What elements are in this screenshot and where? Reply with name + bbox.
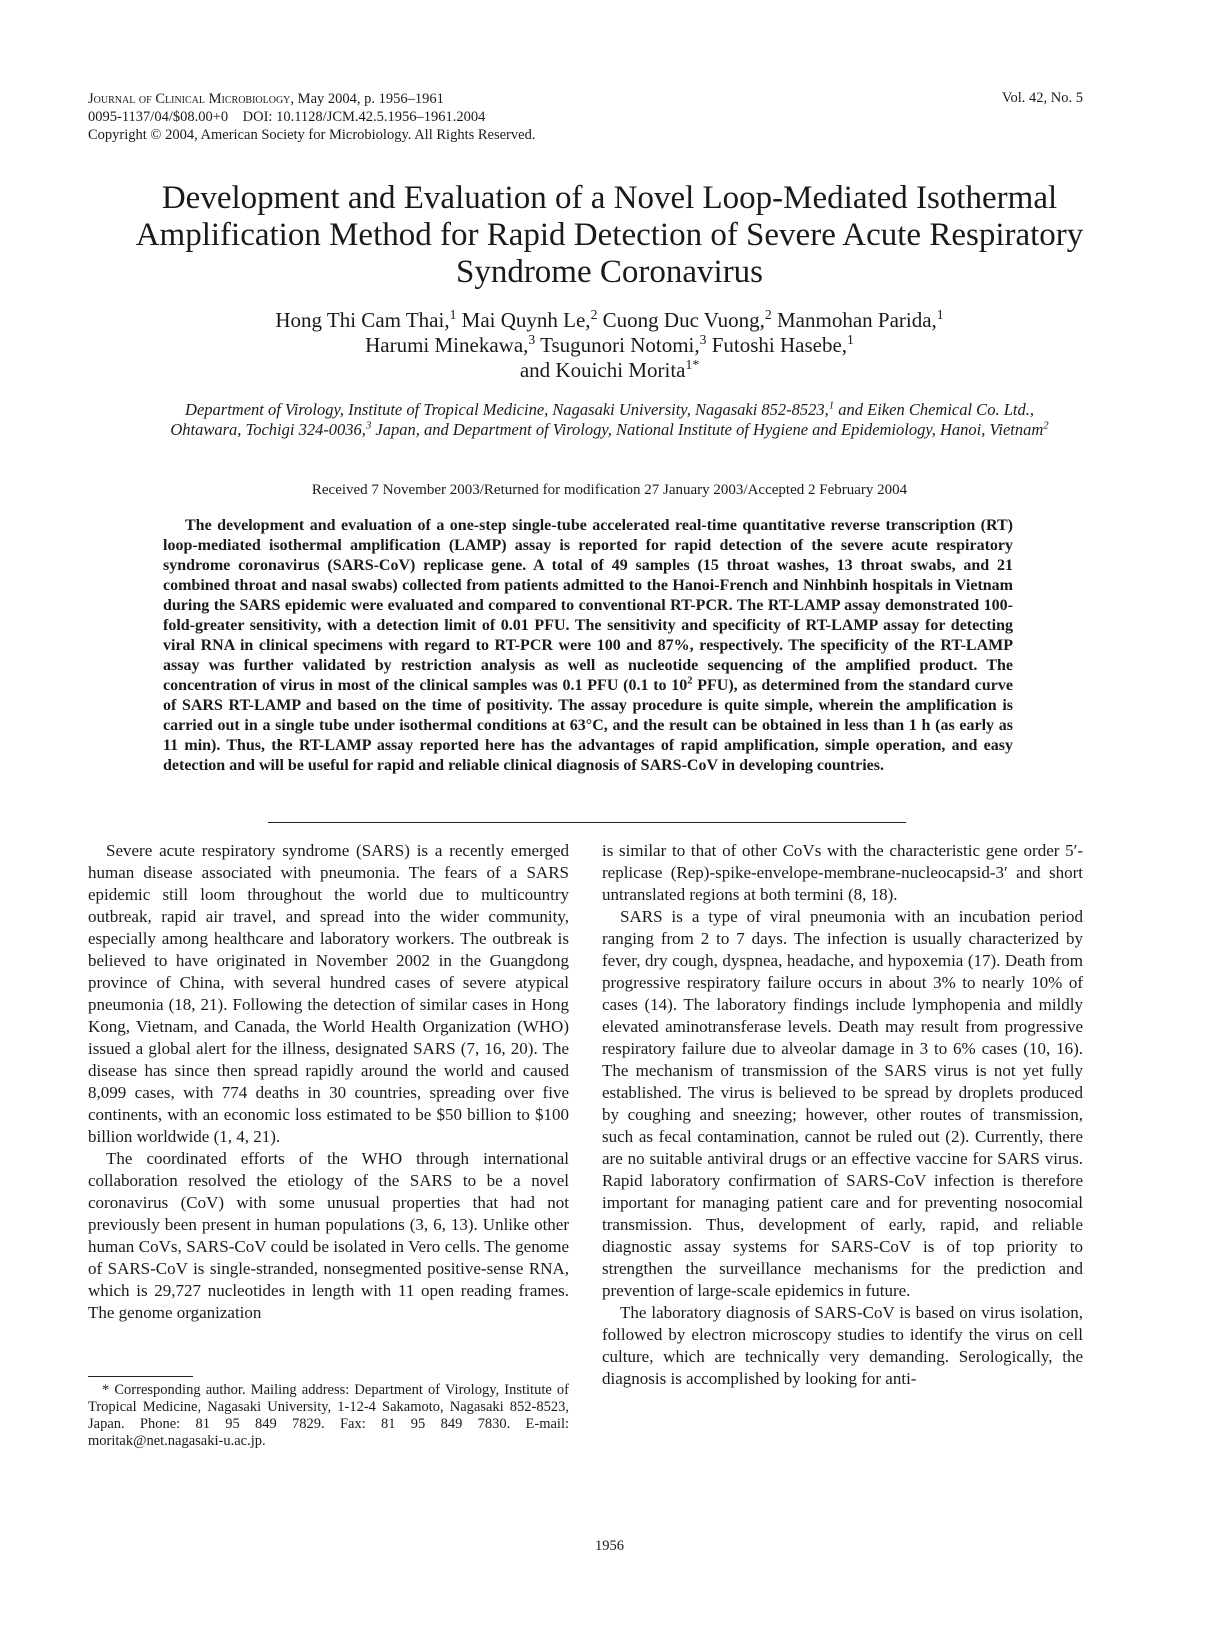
left-column <box>88 840 569 1324</box>
paper-title: Development and Evaluation of a Novel Loop-Mediated Isothermal Amplification Method for Rapid Detection of Severe Acute Respiratory Syndrome Coronavirus <box>135 180 1084 290</box>
author-list <box>120 308 1099 383</box>
right-column <box>602 840 1083 1390</box>
section-divider <box>268 822 906 823</box>
paragraph: Severe acute respiratory syndrome (SARS) is a recently emerged human disease associated with pneumonia. The fears of a SARS epidemic still loom throughout the world due to multicountry outbreak, rapid air travel, and spread into the wider community, especially among healthcare and laboratory workers. The outbreak is believed to have originated in November 2002 in the Guangdong province of China, with several hundred cases of severe atypical pneumonia (18, 21). Following the detection of similar cases in Hong Kong, Vietnam, and Canada, the World Health Organization (WHO) issued a global alert for the illness, designated SARS (7, 16, 20). The disease has since then spread rapidly around the world and caused 8,099 cases, with 774 deaths in 30 countries, spreading over five continents, with an economic loss estimated to be $50 billion to $100 billion worldwide (1, 4, 21). <box>88 841 569 1146</box>
page-number: 1956 <box>595 1538 624 1554</box>
paragraph: SARS is a type of viral pneumonia with an incubation period ranging from 2 to 7 days. The infection is usually characterized by fever, dry cough, dyspnea, headache, and hypoxemia (17). Death from progressive respiratory failure occurs in about 3% to nearly 10% of cases (14). The laboratory findings include lymphopenia and mildly elevated aminotransferase levels. Death may result from progressive respiratory failure due to alveolar damage in 3 to 6% cases (10, 16). The mechanism of transmission of the SARS virus is not yet fully established. The virus is believed to be spread by droplets produced by coughing and sneezing; however, other routes of transmission, such as fecal contamination, cannot be ruled out (2). Currently, there are no suitable antiviral drugs or an effective vaccine for SARS virus. Rapid laboratory confirmation of SARS-CoV infection is therefore important for managing patient care and for preventing nosocomial transmission. Thus, development of early, rapid, and reliable diagnostic assay systems for SARS-CoV is of top priority to strengthen the surveillance mechanisms for the prediction and prevention of large-scale epidemics in future. <box>602 907 1083 1300</box>
paragraph: The laboratory diagnosis of SARS-CoV is based on virus isolation, followed by electron microscopy studies to identify the virus on cell culture, which are technically very demanding. Serologically, the diagnosis is accomplished by looking for anti- <box>602 1303 1083 1388</box>
citation: , May 2004, p. 1956–1961 <box>290 91 444 107</box>
corresponding-author-footnote: * Corresponding author. Mailing address: Department of Virology, Institute of Tropical Medicine, Nagasaki University, 1-12-4 Sakamoto, Nagasaki 852-8523, Japan. Phone: 81 95 849 7829. Fax: 81 95 849 7830. E-mail: moritak@net.nagasaki-u.ac.jp. <box>88 1382 569 1449</box>
copyright: Copyright © 2004, American Society for Microbiology. All Rights Reserved. <box>88 127 536 143</box>
abstract: The development and evaluation of a one-step single-tube accelerated real-time quantitative reverse transcription (RT) loop-mediated isothermal amplification (LAMP) assay is reported for rapid detection of the severe acute respiratory syndrome coronavirus (SARS-CoV) replicase gene. A total of 49 samples (15 throat washes, 13 throat swabs, and 21 combined throat and nasal swabs) collected from patients admitted to the Hanoi-French and Ninhbinh hospitals in Vietnam during the SARS epidemic were evaluated and compared to conventional RT-PCR. The RT-LAMP assay demonstrated 100-fold-greater sensitivity, with a detection limit of 0.01 PFU. The sensitivity and specificity of RT-LAMP assay for detecting viral RNA in clinical specimens with regard to RT-PCR were 100 and 87%, respectively. The specificity of the RT-LAMP assay was further validated by restriction analysis as well as nucleotide sequencing of the amplified product. The concentration of virus in most of the clinical samples was 0.1 PFU (0.1 to $10^2$ PFU), as determined from the standard curve of SARS RT-LAMP and based on the time of positivity. The assay procedure is quite simple, wherein the amplification is carried out in a single tube under isothermal conditions at 63°C, and the result can be obtained in less than 1 h (as early as 11 min). Thus, the RT-LAMP assay reported here has the advantages of rapid amplification, simple operation, and easy detection and will be useful for rapid and reliable clinical diagnosis of SARS-CoV in developing countries. <box>163 517 1013 774</box>
volume-number: Vol. 42, No. 5 <box>1001 90 1083 106</box>
received-dates: Received 7 November 2003/Returned for modification 27 January 2003/Accepted 2 February 2004 <box>311 482 908 498</box>
author: Hong Thi Cam Thai,$^1$ Mai Quynh Le,$^2$ Cuong Duc Vuong,$^2$ Manmohan Parida,$^1$ Harumi Minekawa,$^3$ Tsugunori Notomi,$^3$ Futoshi Hasebe,$^1$ and Kouichi Morita$^{1*}$ <box>275 307 944 382</box>
paragraph: is similar to that of other CoVs with the characteristic gene order 5′-replicase (Rep)-spike-envelope-membrane-nucleocapsid-3′ and short untranslated regions at both termini (8, 18). <box>602 841 1083 904</box>
journal-name: Journal of Clinical Microbiology <box>88 91 291 107</box>
issn-doi: 0095-1137/04/$08.00+0 DOI: 10.1128/JCM.42.5.1956–1961.2004 <box>88 109 486 125</box>
paragraph: The coordinated efforts of the WHO through international collaboration resolved the etiology of the SARS to be a novel coronavirus (CoV) with some unusual properties that had not previously been present in human populations (3, 6, 13). Unlike other human CoVs, SARS-CoV could be isolated in Vero cells. The genome of SARS-CoV is single-stranded, nonsegmented positive-sense RNA, which is 29,727 nucleotides in length with 11 open reading frames. The genome organization <box>88 1149 569 1322</box>
footnote-rule <box>88 1376 193 1377</box>
affiliations: Department of Virology, Institute of Tropical Medicine, Nagasaki University, Nagasaki 852-8523,$^1$ and Eiken Chemical Co. Ltd., Ohtawara, Tochigi 324-0036,$^3$ Japan, and Department of Virology, National Institute of Hygiene and Epidemiology, Hanoi, Vietnam$^2$ <box>170 399 1049 439</box>
running-header <box>88 90 535 144</box>
